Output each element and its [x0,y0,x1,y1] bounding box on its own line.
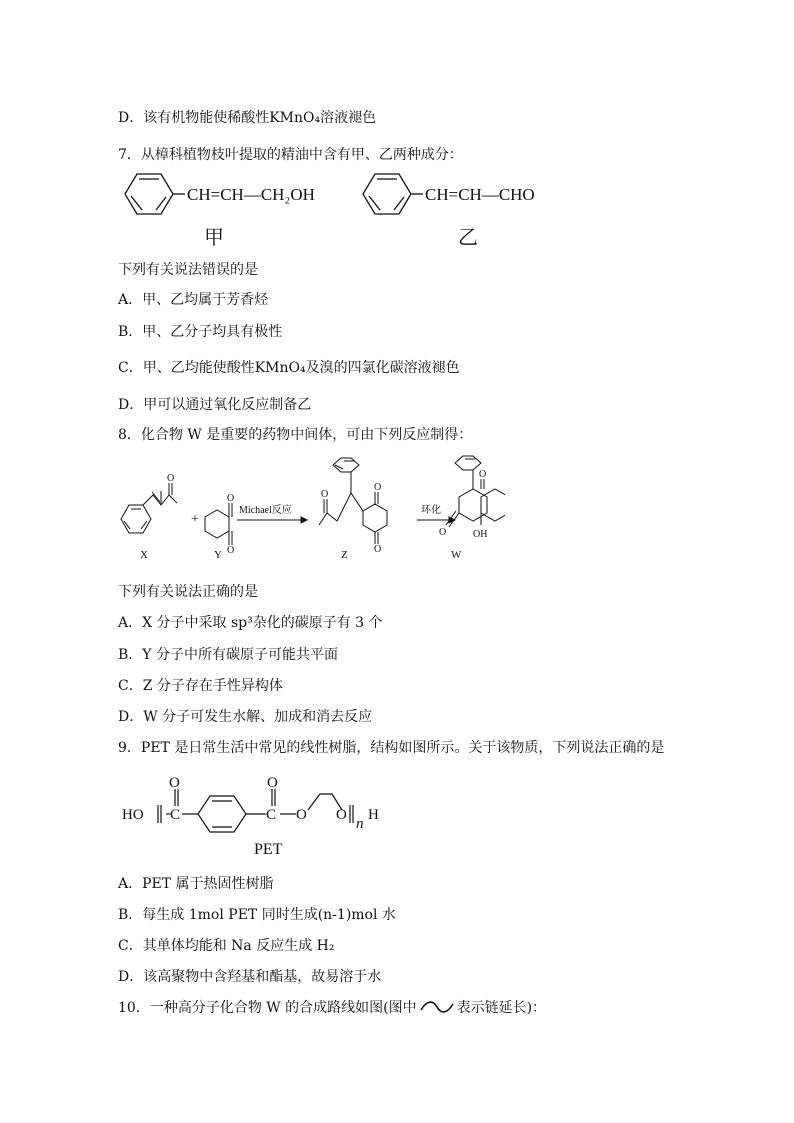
c-atom: C [266,807,277,823]
q8-stem: 下列有关说法正确的是 [118,584,258,600]
q10-text-pre: 10．一种高分子化合物 W 的合成路线如图(图中 [118,1000,417,1016]
q7-option-c: C．甲、乙均能使酸性KMnO₄及溴的四氯化碳溶液褪色 [118,360,460,376]
o-atom: O [321,489,329,500]
q10-text-post: 表示链延长)： [456,1000,547,1016]
q7-option-d: D．甲可以通过氧化反应制备乙 [118,397,312,413]
pet-label: PET [254,841,283,858]
o-atom: O [169,775,180,791]
o-atom: O [227,545,235,556]
o-atom: O [479,469,487,480]
q6-option-d: D．该有机物能使稀酸性KMnO₄溶液褪色 [118,110,377,126]
q8-option-a: A．X 分子中采取 sp³杂化的碳原子有 3 个 [118,615,383,631]
label-y: Y [214,549,222,561]
q7-option-a: A．甲、乙均属于芳香烃 [118,292,269,308]
q7-figure [115,168,575,252]
chain-extension-wave-icon [419,1000,455,1014]
arrow-label-cyclize: 环化 [421,505,441,516]
plus-sign: + [191,512,199,527]
oh-group: OH [473,529,488,540]
ho-group: HO [122,807,144,823]
jia-label: 甲 [204,227,224,249]
q8-option-b: B．Y 分子中所有碳原子可能共平面 [118,647,338,663]
benzene-ring-jia [125,174,185,214]
q9-option-a: A．PET 属于热固性树脂 [118,876,274,892]
molecule-x [121,483,177,533]
q8-title: 8．化合物 W 是重要的药物中间体，可由下列反应制得： [118,427,473,443]
o-atom: O [439,527,447,538]
o-atom: O [336,807,347,823]
q8-option-d: D．W 分子可发生水解、加成和消去反应 [118,709,373,725]
q9-option-c: C．其单体均能和 Na 反应生成 H₂ [118,938,335,954]
o-atom: O [374,544,382,555]
benzene-ring-yi [363,174,423,214]
q10-title [118,999,546,1017]
q7-title: 7．从樟科植物枝叶提取的精油中含有甲、乙两种成分： [118,147,463,163]
label-z: Z [341,549,348,561]
molecule-w [446,456,505,527]
q7-stem: 下列有关说法错误的是 [118,262,258,278]
q8-reaction-figure [115,455,505,570]
o-atom: O [267,775,278,791]
yi-side-chain: CH=CH—CHO [425,185,535,204]
q7-option-b: B．甲、乙分子均具有极性 [118,324,283,340]
arrow-label-michael: Michael反应 [239,505,292,516]
q9-pet-structure [118,770,418,862]
molecule-y [205,503,232,545]
o-atom: O [167,473,175,484]
o-atom: O [227,493,235,504]
label-x: X [140,549,148,561]
jia-side-chain: CH=CH—CH₂OH [187,185,315,204]
label-w: W [451,549,462,561]
repeat-n: n [356,816,364,832]
c-atom: C [170,807,181,823]
q9-option-d: D．该高聚物中含羟基和酯基，故易溶于水 [118,969,382,985]
molecule-z [319,458,387,544]
q9-option-b: B．每生成 1mol PET 同时生成(n-1)mol 水 [118,907,396,923]
terminal-h: H [368,807,379,823]
q9-title: 9．PET 是日常生活中常见的线性树脂，结构如图所示。关于该物质，下列说法正确的是 [118,740,665,756]
o-atom: O [296,807,307,823]
q8-option-c: C．Z 分子存在手性异构体 [118,678,283,694]
yi-label: 乙 [458,227,478,249]
o-atom: O [374,482,382,493]
